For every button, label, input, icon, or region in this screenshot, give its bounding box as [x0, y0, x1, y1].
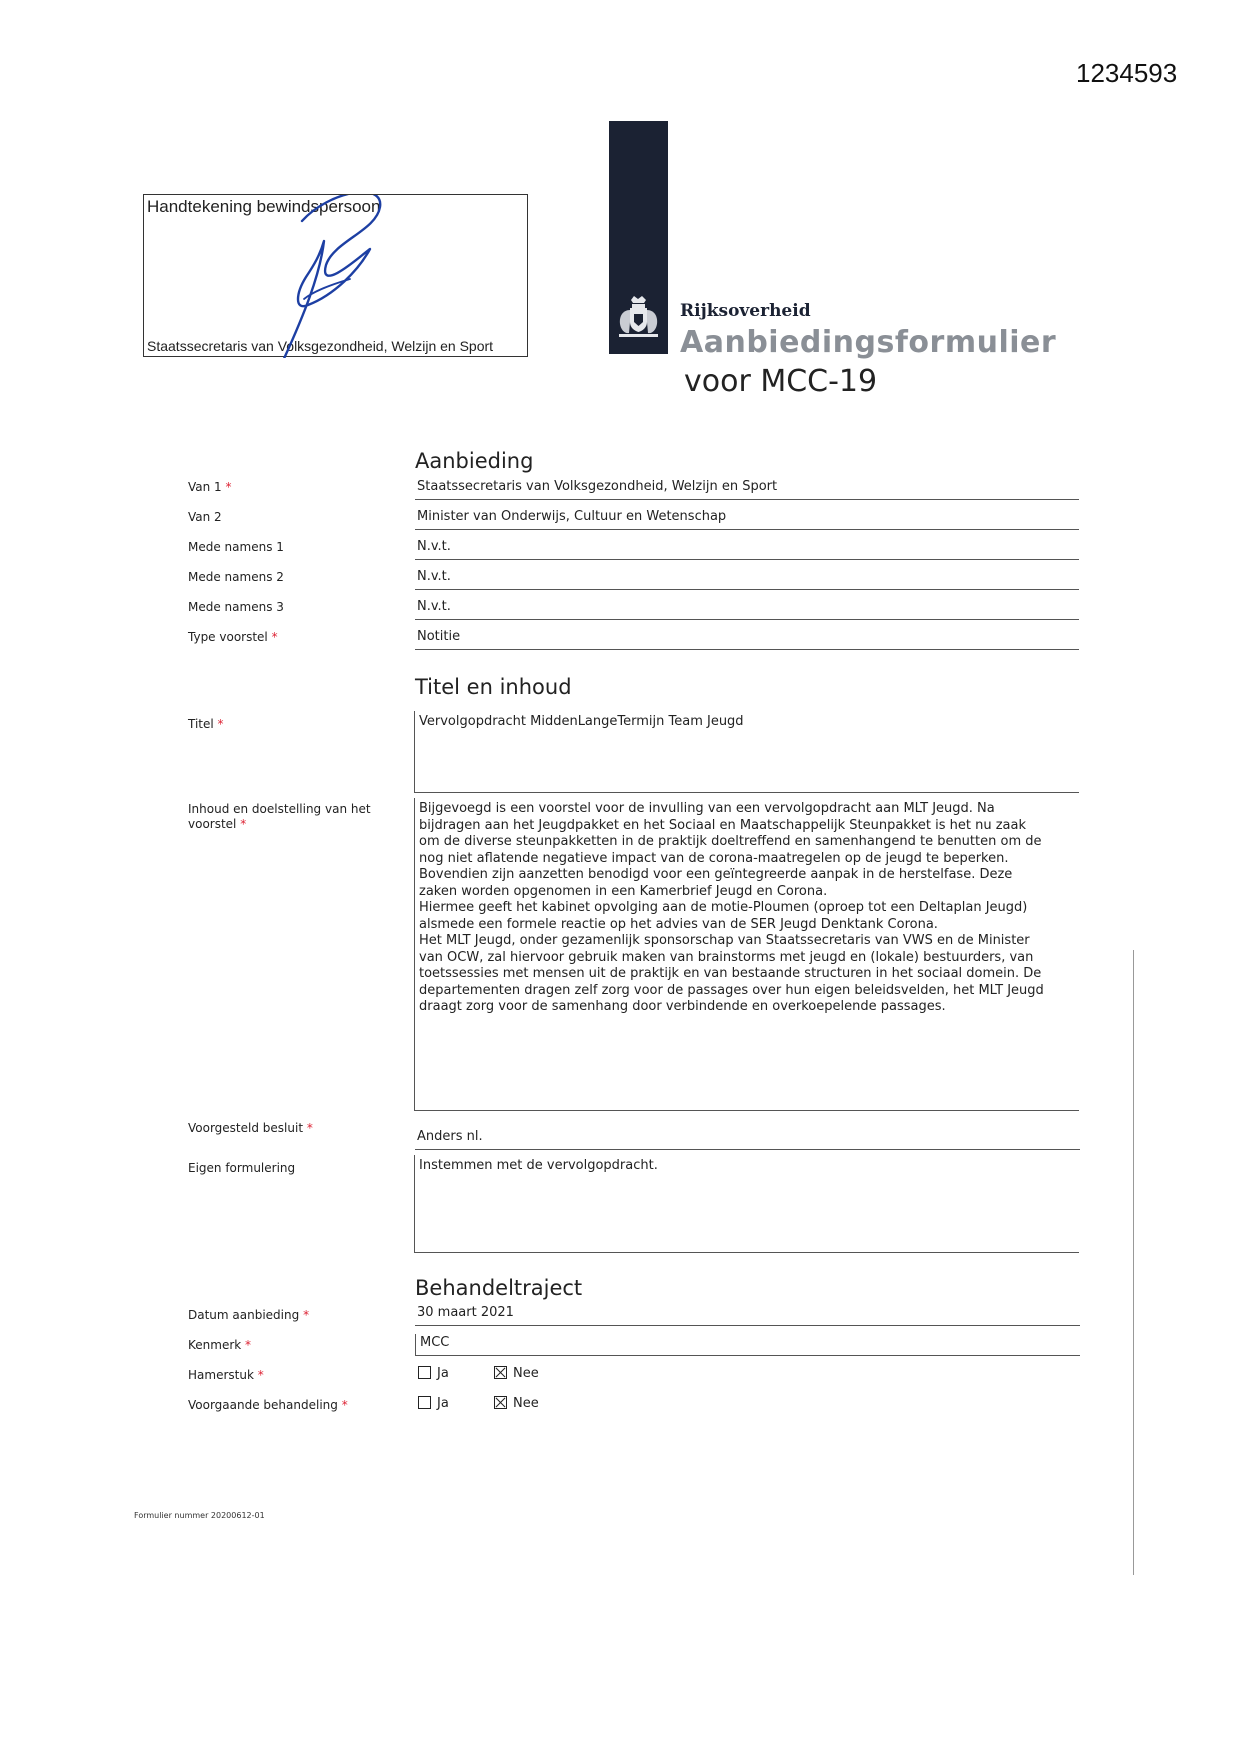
field-mede-namens-1[interactable]: N.v.t. [415, 538, 1079, 560]
field-voorgesteld-besluit[interactable]: Anders nl. [415, 1126, 1080, 1150]
field-label-titel: Titel * [188, 717, 224, 731]
inhoud-line: Hiermee geeft het kabinet opvolging aan de motie-Ploumen (oproep tot een Deltaplan Jeugd) [419, 900, 1028, 915]
field-mede-namens-2[interactable]: N.v.t. [415, 568, 1079, 590]
field-datum-aanbieding[interactable]: 30 maart 2021 [415, 1304, 1080, 1326]
inhoud-line: om de diverse steunpakketten in de praktijk doeltreffend en samenhangend te benutten om de [419, 834, 1042, 849]
field-label-voorgesteld-besluit: Voorgesteld besluit * [188, 1121, 313, 1135]
document-number: 1234593 [1076, 58, 1178, 88]
checkbox-icon[interactable] [418, 1366, 431, 1379]
inhoud-line: bijdragen aan het Jeugdpakket en het Sociaal en Maatschappelijk Steunpakket is het nu zaak [419, 817, 1027, 833]
voorgaande-option-nee[interactable]: Nee [494, 1396, 539, 1411]
form-title: Aanbiedingsformulier [680, 325, 1057, 360]
form-subtitle: voor MCC-19 [684, 364, 878, 399]
handwritten-signature [144, 195, 529, 358]
field-mede-namens-3[interactable]: N.v.t. [415, 598, 1079, 620]
inhoud-line: departementen dragen zelf zorg voor de passages over hun eigen beleidsvelden, het MLT Jeugd [419, 982, 1044, 998]
field-label-hamerstuk: Hamerstuk * [188, 1368, 264, 1382]
field-titel[interactable] [414, 711, 1079, 793]
inhoud-line: draagt zorg voor de samenhang door verbindende en overkoepelende passages. [419, 999, 946, 1014]
field-label-mede-namens-2: Mede namens 2 [188, 570, 284, 584]
form-number-footer: Formulier nummer 20200612-01 [134, 1511, 265, 1520]
field-van-2[interactable]: Minister van Onderwijs, Cultuur en Wetenschap [415, 508, 1079, 530]
organisation-name: Rijksoverheid [680, 301, 811, 321]
checked-checkbox-icon[interactable] [494, 1396, 507, 1409]
hamerstuk-option-nee[interactable]: Nee [494, 1366, 539, 1381]
inhoud-line: Bijgevoegd is een voorstel voor de invulling van een vervolgopdracht aan MLT Jeugd. Na [419, 801, 995, 816]
inhoud-line: van OCW, zal hiervoor gebruik maken van brainstorms met jeugd en (lokale) bestuurders, van [419, 949, 1034, 965]
section-heading-behandeltraject: Behandeltraject [415, 1276, 583, 1300]
crest-icon [609, 292, 668, 342]
field-label-van-2: Van 2 [188, 510, 222, 524]
field-label-mede-namens-1: Mede namens 1 [188, 540, 284, 554]
eigen-formulering-value: Instemmen met de vervolgopdracht. [419, 1158, 658, 1173]
field-label-mede-namens-3: Mede namens 3 [188, 600, 284, 614]
scan-edge-line [1133, 950, 1134, 1575]
field-label-datum-aanbieding: Datum aanbieding * [188, 1308, 310, 1322]
hamerstuk-option-ja[interactable]: Ja [418, 1366, 449, 1381]
inhoud-line: alsmede een formele reactie op het advies van de SER Jeugd Denktank Corona. [419, 916, 938, 932]
signature-box [143, 194, 528, 357]
signature-box-label: Handtekening bewindspersoon [147, 197, 381, 216]
field-label-type-voorstel: Type voorstel * [188, 630, 278, 644]
inhoud-line: Het MLT Jeugd, onder gezamenlijk sponsorschap van Staatssecretaris van VWS en de Minister [419, 933, 1030, 948]
titel-value: Vervolgopdracht MiddenLangeTermijn Team Jeugd [419, 714, 744, 729]
field-label-kenmerk: Kenmerk * [188, 1338, 252, 1352]
checked-checkbox-icon[interactable] [494, 1366, 507, 1379]
inhoud-line: nog niet aflatende negatieve impact van de corona-maatregelen op de jeugd te beperken. [419, 850, 1009, 866]
field-label-eigen-formulering: Eigen formulering [188, 1161, 296, 1175]
field-kenmerk[interactable]: MCC [415, 1334, 1080, 1356]
field-type-voorstel[interactable]: Notitie [415, 628, 1079, 650]
field-van-1[interactable]: Staatssecretaris van Volksgezondheid, Welzijn en Sport [415, 478, 1079, 500]
section-heading-titel-inhoud: Titel en inhoud [415, 675, 572, 699]
signature-role: Staatssecretaris van Volksgezondheid, Welzijn en Sport [147, 338, 494, 354]
section-heading-aanbieding: Aanbieding [415, 449, 534, 473]
field-inhoud[interactable] [414, 798, 1079, 1111]
field-eigen-formulering[interactable] [414, 1155, 1079, 1253]
field-label-van-1: Van 1 * [188, 480, 232, 494]
field-label-inhoud: Inhoud en doelstelling van het voorstel * [188, 802, 371, 831]
field-label-voorgaande-behandeling: Voorgaande behandeling * [188, 1398, 348, 1412]
inhoud-line: zaken worden opgenomen in een Kamerbrief Jeugd en Corona. [419, 883, 828, 899]
voorgaande-option-ja[interactable]: Ja [418, 1396, 449, 1411]
inhoud-line: Bovendien zijn aanzetten benodigd voor een geïntegreerde aanpak in de herstelfase. Deze [419, 867, 1013, 882]
checkbox-icon[interactable] [418, 1396, 431, 1409]
inhoud-line: toetssessies met mensen uit de praktijk en van bestaande structuren in het sociaal domein. De [419, 966, 1042, 981]
